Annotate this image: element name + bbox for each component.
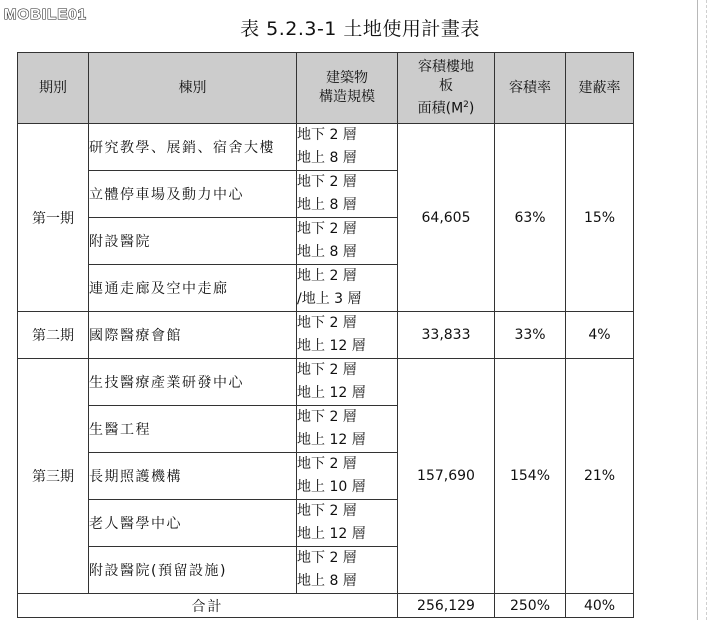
header-area-line-3 [398, 96, 494, 119]
scale-cell [297, 171, 398, 218]
scale-line: 地下 2 層 [297, 174, 357, 190]
building-cell: 附設醫院 [89, 218, 297, 265]
scale-line: 地下 2 層 [297, 315, 357, 331]
scale-line: 地上 8 層 [297, 150, 357, 166]
scale-line: 地下 2 層 [297, 221, 357, 237]
floor-area-cell: 33,833 [398, 312, 495, 359]
building-cell: 老人醫學中心 [89, 500, 297, 547]
scale-cell [297, 406, 398, 453]
scale-cell [297, 265, 398, 312]
floor-area-cell: 157,690 [398, 359, 495, 594]
table-row [18, 312, 634, 359]
header-floor-area [398, 53, 495, 124]
header-scale-line-2: 構造規模 [319, 89, 375, 105]
scale-line: 地下 2 層 [297, 362, 357, 378]
coverage-cell: 21% [566, 359, 634, 594]
scale-cell [297, 312, 398, 359]
scale-line: 地上 8 層 [297, 197, 357, 213]
page-edge-line [697, 0, 698, 620]
floor-area-cell: 64,605 [398, 124, 495, 312]
total-far: 250% [495, 594, 566, 618]
scale-cell [297, 547, 398, 594]
far-cell: 154% [495, 359, 566, 594]
scale-line: 地上 12 層 [297, 526, 366, 542]
building-cell: 國際醫療會館 [89, 312, 297, 359]
header-coverage-ratio: 建蔽率 [566, 53, 634, 124]
building-cell: 研究教學、展銷、宿舍大樓 [89, 124, 297, 171]
header-area-text: 面積(M [417, 100, 464, 117]
building-cell: 生醫工程 [89, 406, 297, 453]
total-floor-area: 256,129 [398, 594, 495, 618]
header-area-superscript: 2 [463, 99, 469, 110]
header-phase: 期別 [18, 53, 89, 124]
scale-line: 地上 10 層 [297, 479, 366, 495]
scale-line: 地下 2 層 [297, 550, 357, 566]
land-use-plan-table [17, 52, 634, 618]
header-area-line-1: 容積樓地 [418, 58, 474, 75]
scale-cell [297, 218, 398, 265]
table-row [18, 124, 634, 171]
header-area-close: ) [468, 100, 475, 117]
scale-line: 地下 2 層 [297, 409, 357, 425]
scale-line: 地上 12 層 [297, 338, 366, 354]
scale-line: 地上 12 層 [297, 385, 366, 401]
far-cell: 63% [495, 124, 566, 312]
building-cell: 連通走廊及空中走廊 [89, 265, 297, 312]
scale-cell [297, 359, 398, 406]
watermark-text: MOBILE01 [4, 5, 88, 23]
scale-line: 地上 12 層 [297, 432, 366, 448]
header-scale-line-1: 建築物 [326, 70, 368, 86]
total-label: 合計 [18, 594, 398, 618]
building-cell: 生技醫療產業研發中心 [89, 359, 297, 406]
header-building: 棟別 [89, 53, 297, 124]
phase-cell: 第一期 [18, 124, 89, 312]
scale-line: 地上 8 層 [297, 573, 357, 589]
header-row [18, 53, 634, 124]
building-cell: 立體停車場及動力中心 [89, 171, 297, 218]
total-row [18, 594, 634, 618]
table-row [18, 359, 634, 406]
header-floor-area-ratio: 容積率 [495, 53, 566, 124]
building-cell: 附設醫院(預留設施) [89, 547, 297, 594]
scale-cell [297, 124, 398, 171]
scale-line: 地上 8 層 [297, 244, 357, 260]
scale-line: 地上 2 層 [297, 268, 357, 284]
phase-cell: 第二期 [18, 312, 89, 359]
coverage-cell: 4% [566, 312, 634, 359]
far-cell: 33% [495, 312, 566, 359]
scale-line: 地下 2 層 [297, 503, 357, 519]
coverage-cell: 15% [566, 124, 634, 312]
scale-line: 地下 2 層 [297, 127, 357, 143]
scale-line: 地下 2 層 [297, 456, 357, 472]
phase-cell: 第三期 [18, 359, 89, 594]
total-coverage: 40% [566, 594, 634, 618]
scale-line: /地上 3 層 [297, 291, 362, 307]
scale-cell [297, 453, 398, 500]
header-area-line-2: 板 [439, 77, 453, 94]
building-cell: 長期照護機構 [89, 453, 297, 500]
page-edge-dashed-line [706, 0, 707, 620]
scale-cell [297, 500, 398, 547]
table-caption: 表 5.2.3-1 土地使用計畫表 [240, 18, 480, 40]
header-structure-scale [297, 53, 398, 124]
